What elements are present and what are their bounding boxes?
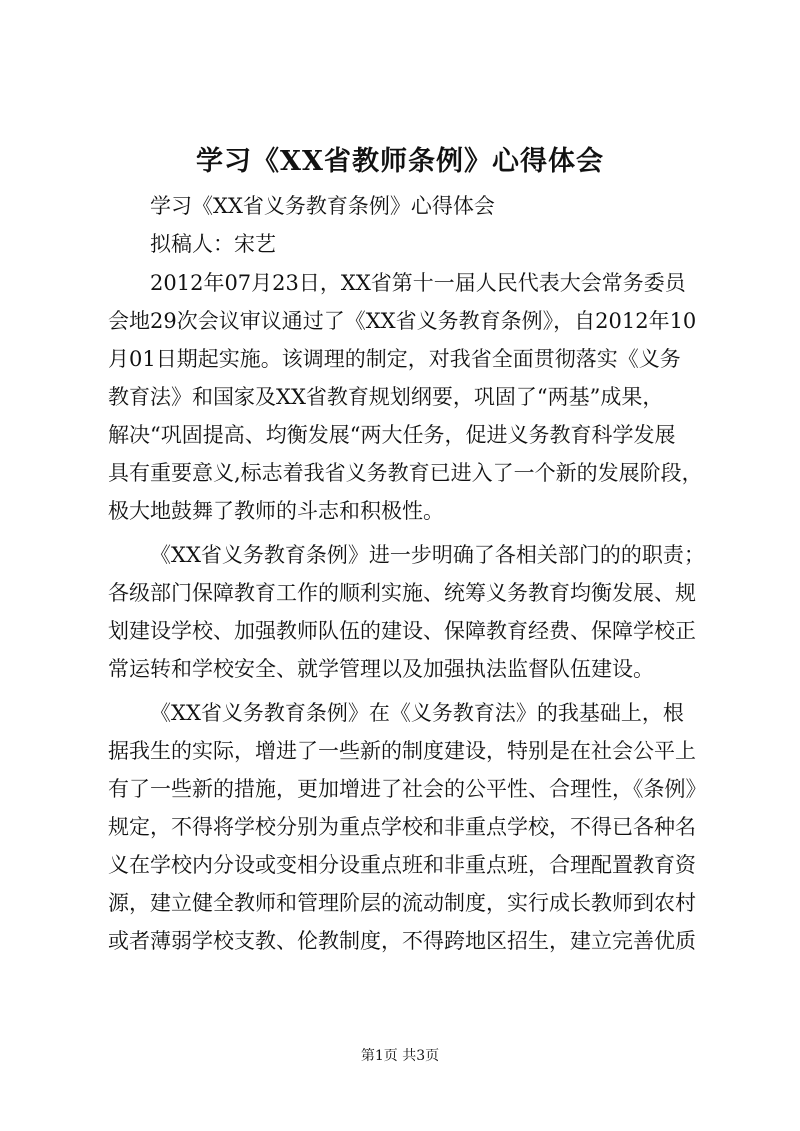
- paragraph-line: 据我生的实际，增进了一些新的制度建设，特别是在社会公平上: [108, 739, 696, 763]
- paragraph-line: 《XX省义务教育条例》进一步明确了各相关部门的的职责；: [150, 543, 705, 567]
- document-title: 学习《XX省教师条例》心得体会: [196, 146, 604, 177]
- paragraph-line: 教育法》和国家及XX省教育规划纲要，巩固了“两基”成果，: [108, 385, 664, 409]
- paragraph-line: 常运转和学校安全、就学管理以及加强执法监督队伍建设。: [108, 657, 654, 681]
- paragraph-line: 2012年07月23日，XX省第十一届人民代表大会常务委员: [150, 271, 686, 295]
- paragraph-line: 会地29次会议审议通过了《XX省义务教育条例》，自2012年10: [108, 309, 697, 333]
- paragraph-line: 划建设学校、加强教师队伍的建设、保障教育经费、保障学校正: [108, 619, 696, 643]
- paragraph-line: 源，建立健全教师和管理阶层的流动制度，实行成长教师到农村: [108, 891, 696, 915]
- paragraph-line: 月01日期起实施。该调理的制定，对我省全面贯彻落实《义务: [108, 347, 681, 371]
- paragraph-line: 《XX省义务教育条例》在《义务教育法》的我基础上，根: [150, 701, 684, 725]
- paragraph-line: 各级部门保障教育工作的顺利实施、统筹义务教育均衡发展、规: [108, 581, 696, 605]
- paragraph-line: 或者薄弱学校支教、伦教制度，不得跨地区招生，建立完善优质: [108, 929, 696, 953]
- subtitle: 学习《XX省义务教育条例》心得体会: [150, 194, 495, 218]
- paragraph-line: 义在学校内分设或变相分设重点班和非重点班，合理配置教育资: [108, 853, 696, 877]
- page-number-footer: 第1页 共3页: [360, 1048, 440, 1064]
- paragraph-line: 解决“巩固提高、均衡发展“两大任务，促进义务教育科学发展: [108, 423, 676, 447]
- author-line: 拟稿人：宋艺: [150, 232, 276, 256]
- paragraph-line: 有了一些新的措施，更加增进了社会的公平性、合理性，《条例》: [108, 777, 707, 801]
- paragraph-line: 规定，不得将学校分别为重点学校和非重点学校，不得已各种名: [108, 815, 696, 839]
- paragraph-line: 具有重要意义,标志着我省义务教育已进入了一个新的发展阶段，: [108, 461, 703, 485]
- paragraph-line: 极大地鼓舞了教师的斗志和积极性。: [108, 499, 444, 523]
